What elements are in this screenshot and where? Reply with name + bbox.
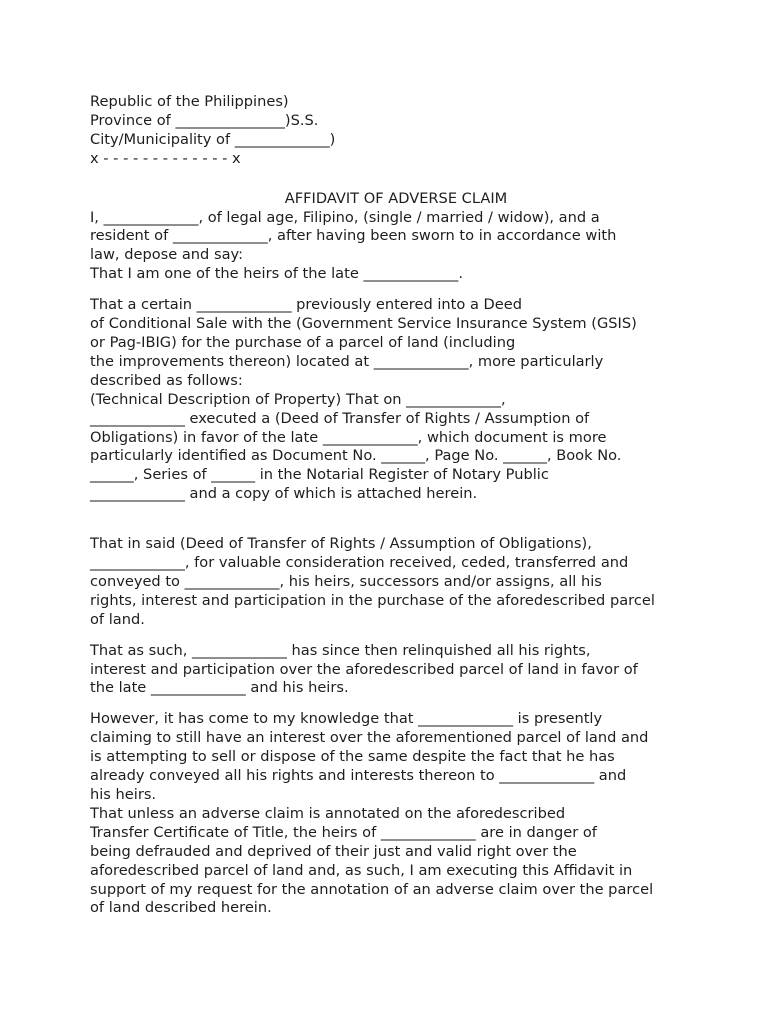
paragraph-line: resident of _____________, after having been sworn to in accordance with <box>90 227 617 245</box>
paragraph-line: That in said (Deed of Transfer of Rights / Assumption of Obligations), <box>90 535 592 553</box>
paragraph-line: aforedescribed parcel of land and, as such, I am executing this Affidavit in <box>90 861 633 879</box>
affidavit-document <box>90 93 690 918</box>
paragraph-line: of land. <box>90 610 145 628</box>
paragraph-line: That unless an adverse claim is annotated on the aforedescribed <box>90 804 566 822</box>
venue-caption <box>90 93 690 169</box>
paragraph-line: support of my request for the annotation of an adverse claim over the parcel <box>90 880 654 898</box>
paragraph-line: Obligations) in favor of the late _____________, which document is more <box>90 428 607 446</box>
paragraph-adverse-claim <box>90 710 690 918</box>
paragraph-line: being defrauded and deprived of their just and valid right over the <box>90 842 577 860</box>
paragraph-line: I, _____________, of legal age, Filipino, (single / married / widow), and a <box>90 208 600 226</box>
paragraph-transfer <box>90 535 690 630</box>
paragraph-line: or Pag-IBIG) for the purchase of a parcel of land (including <box>90 333 516 351</box>
paragraph-affiant <box>90 209 690 285</box>
paragraph-line: already conveyed all his rights and interests thereon to _____________ and <box>90 767 627 785</box>
paragraph-line: (Technical Description of Property) That on _____________, <box>90 390 506 408</box>
paragraph-line: law, depose and say: <box>90 246 243 264</box>
paragraph-line: claiming to still have an interest over the aforementioned parcel of land and <box>90 729 649 747</box>
paragraph-line: is attempting to sell or dispose of the same despite the fact that he has <box>90 748 615 766</box>
paragraph-deed-of-sale <box>90 296 690 504</box>
paragraph-line: _____________ and a copy of which is attached herein. <box>90 485 478 503</box>
paragraph-line: _____________, for valuable consideration received, ceded, transferred and <box>90 554 629 572</box>
paragraph-line: Transfer Certificate of Title, the heirs of _____________ are in danger of <box>90 823 597 841</box>
paragraph-line: conveyed to _____________, his heirs, successors and/or assigns, all his <box>90 572 602 590</box>
paragraph-line: particularly identified as Document No. ______, Page No. ______, Book No. <box>90 447 622 465</box>
paragraph-line: the improvements thereon) located at _____________, more particularly <box>90 352 604 370</box>
caption-separator-line: x - - - - - - - - - - - - - x <box>90 149 241 167</box>
caption-city-line: City/Municipality of _____________) <box>90 130 336 148</box>
paragraph-line: interest and participation over the aforedescribed parcel of land in favor of <box>90 660 638 678</box>
paragraph-line: However, it has come to my knowledge that _____________ is presently <box>90 710 603 728</box>
paragraph-line: That as such, _____________ has since then relinquished all his rights, <box>90 641 591 659</box>
caption-province-line: Province of _______________)S.S. <box>90 111 319 129</box>
paragraph-line: That a certain _____________ previously entered into a Deed <box>90 296 523 314</box>
paragraph-line: of land described herein. <box>90 899 272 917</box>
paragraph-line: rights, interest and participation in the purchase of the aforedescribed parcel <box>90 591 655 609</box>
paragraph-line: the late _____________ and his heirs. <box>90 679 349 697</box>
document-title: AFFIDAVIT OF ADVERSE CLAIM <box>284 189 508 207</box>
paragraph-line: described as follows: <box>90 371 243 389</box>
caption-republic-line: Republic of the Philippines) <box>90 93 289 110</box>
paragraph-line: of Conditional Sale with the (Government Service Insurance System (GSIS) <box>90 315 637 333</box>
paragraph-line: ______, Series of ______ in the Notarial Register of Notary Public <box>90 466 549 484</box>
paragraph-line: That I am one of the heirs of the late _____________. <box>90 265 463 283</box>
paragraph-line: his heirs. <box>90 786 157 803</box>
paragraph-relinquishment <box>90 642 690 699</box>
paragraph-line: _____________ executed a (Deed of Transfer of Rights / Assumption of <box>90 409 590 427</box>
